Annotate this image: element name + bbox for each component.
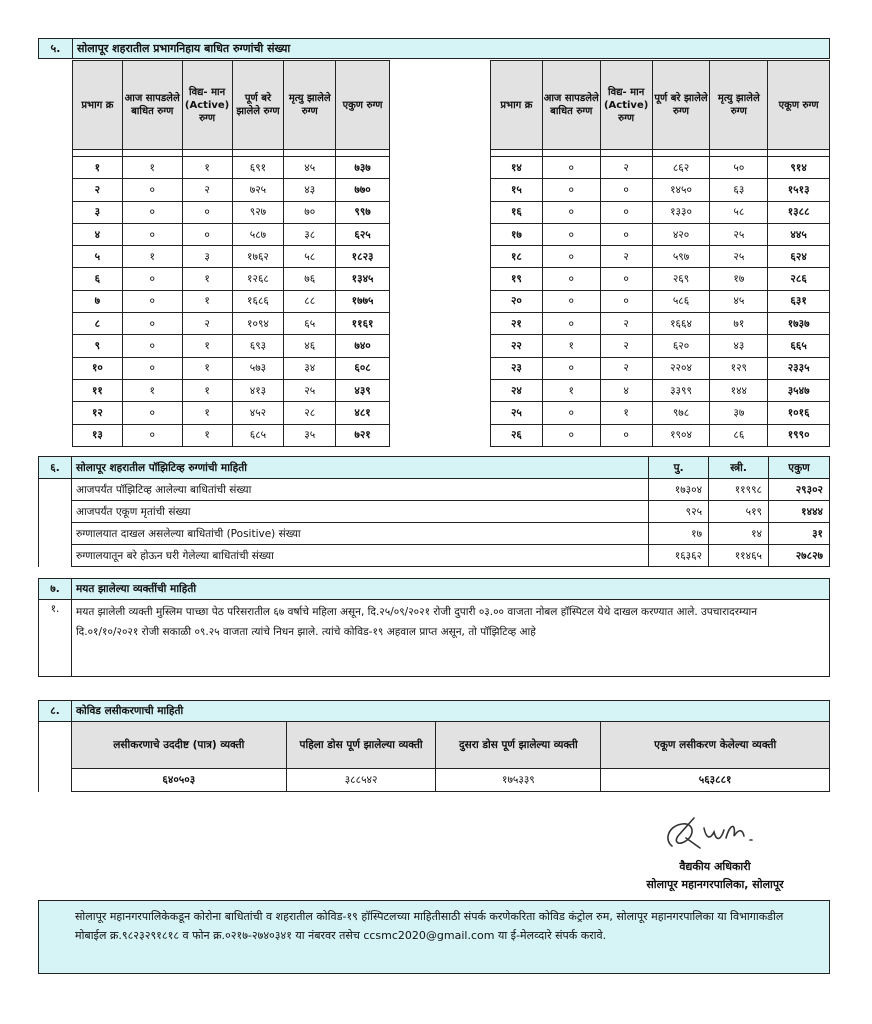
- ward-rows-right: [491, 157, 830, 447]
- total-count: १०१६: [768, 402, 830, 424]
- death-count: ३७: [710, 402, 768, 424]
- ward-row: [73, 268, 390, 290]
- ward-row: [491, 179, 830, 201]
- ward-number: २१: [491, 313, 543, 335]
- ward-row: [73, 179, 390, 201]
- value-dose2: १७५३३९: [436, 769, 601, 792]
- ward-row: [491, 201, 830, 223]
- total-count: २९३०२: [769, 479, 830, 501]
- recovered-count: ५८६: [652, 290, 710, 312]
- section-8-title: कोविड लसीकरणाची माहिती: [71, 701, 829, 722]
- ward-number: ११: [73, 379, 123, 401]
- total-count: १४४४: [769, 501, 830, 523]
- active-count: ०: [600, 179, 652, 201]
- header-total: एकुण: [769, 457, 830, 479]
- header-deaths: मृत्यु झालेले रुग्ण: [284, 61, 336, 150]
- header-today: आज सापडलेले बाधित रुग्ण: [542, 61, 600, 150]
- recovered-count: ६२०: [652, 335, 710, 357]
- total-count: १७३७: [768, 313, 830, 335]
- blank-cell: [39, 545, 72, 567]
- today-count: ०: [122, 402, 182, 424]
- ward-number: ९: [73, 335, 123, 357]
- positive-info-row: [39, 523, 830, 545]
- death-count: ५८: [284, 246, 336, 268]
- section-6-table: [38, 456, 830, 567]
- today-count: ०: [542, 313, 600, 335]
- ward-number: १५: [491, 179, 543, 201]
- male-count: १७३०४: [649, 479, 709, 501]
- today-count: ०: [122, 179, 182, 201]
- ward-number: ८: [73, 313, 123, 335]
- active-count: ०: [600, 201, 652, 223]
- header-dose1: पहिला डोस पूर्ण झालेल्या व्यक्ती: [286, 722, 436, 769]
- ward-row: [491, 223, 830, 245]
- ward-number: १८: [491, 246, 543, 268]
- today-count: ०: [122, 424, 182, 446]
- active-count: २: [600, 157, 652, 179]
- total-count: ४३९: [336, 379, 390, 401]
- ward-table-right: [490, 60, 830, 447]
- total-count: ७७०: [336, 179, 390, 201]
- recovered-count: ९७८: [652, 402, 710, 424]
- today-count: ०: [122, 223, 182, 245]
- ward-number: ४: [73, 223, 123, 245]
- total-count: १३८८: [768, 201, 830, 223]
- death-count: ४५: [284, 157, 336, 179]
- today-count: ०: [542, 179, 600, 201]
- today-count: १: [542, 335, 600, 357]
- total-count: ६०८: [336, 357, 390, 379]
- ward-row: [73, 201, 390, 223]
- total-count: १७७५: [336, 290, 390, 312]
- section-6-number: ६.: [39, 457, 72, 479]
- total-count: १९९०: [768, 424, 830, 446]
- ward-number: २: [73, 179, 123, 201]
- total-count: २३३५: [768, 357, 830, 379]
- recovered-count: ७२५: [232, 179, 284, 201]
- recovered-count: ४१३: [232, 379, 284, 401]
- header-male: पु.: [649, 457, 709, 479]
- death-count: ७६: [284, 268, 336, 290]
- death-count: ४३: [710, 335, 768, 357]
- female-count: ५१९: [709, 501, 769, 523]
- recovered-count: ५८७: [232, 223, 284, 245]
- male-count: १७: [649, 523, 709, 545]
- ward-number: २०: [491, 290, 543, 312]
- death-count: २८: [284, 402, 336, 424]
- death-count: ७१: [710, 313, 768, 335]
- male-count: १६३६२: [649, 545, 709, 567]
- recovered-count: १३३०: [652, 201, 710, 223]
- ward-row: [73, 402, 390, 424]
- ward-row: [491, 402, 830, 424]
- ward-number: १२: [73, 402, 123, 424]
- blank-cell: [39, 479, 72, 501]
- death-item-text: मयत झालेली व्यक्ती मुस्लिम पाच्छा पेठ परिसरातील ६७ वर्षाचे महिला असून, दि.२५/०९/२०२१ रोजी दुपारी ०३.०० वाजता नोबल हॉस्पिटल येथे दाखल करण्यात आले. उपचारादरम्यान दि.०१/१०/२०२१ रोजी सकाळी ०९.२५ वाजता त्यांचे निधन झाले. त्यांचे कोविड-१९ अहवाल प्राप्त असून, तो पॉझिटिव्ह आहे: [71, 600, 829, 677]
- ward-row: [491, 424, 830, 446]
- officer-title: वैद्यकीय अधिकारी: [679, 860, 751, 873]
- total-count: ३५४७: [768, 379, 830, 401]
- header-deaths: मृत्यु झालेले रुग्ण: [710, 61, 768, 150]
- death-count: ८८: [284, 290, 336, 312]
- row-label: आजपर्यंत एकूण मृतांची संख्या: [71, 501, 648, 523]
- today-count: ०: [122, 357, 182, 379]
- officer-block: [600, 858, 830, 894]
- recovered-count: ४५२: [232, 402, 284, 424]
- blank-cell: [39, 722, 72, 792]
- today-count: १: [122, 157, 182, 179]
- today-count: १: [542, 379, 600, 401]
- recovered-count: १२६८: [232, 268, 284, 290]
- ward-row: [73, 313, 390, 335]
- ward-row: [491, 357, 830, 379]
- ward-number: २४: [491, 379, 543, 401]
- today-count: १: [122, 246, 182, 268]
- recovered-count: २६९: [652, 268, 710, 290]
- ward-row: [73, 357, 390, 379]
- total-count: २७८२७: [769, 545, 830, 567]
- section-5-header: [38, 38, 830, 59]
- death-count: ६५: [284, 313, 336, 335]
- recovered-count: ५७३: [232, 357, 284, 379]
- positive-info-row: [39, 545, 830, 567]
- total-count: ४४५: [768, 223, 830, 245]
- total-count: ६६५: [768, 335, 830, 357]
- total-count: ३१: [769, 523, 830, 545]
- total-count: ७४०: [336, 335, 390, 357]
- section-8-table: [38, 700, 830, 792]
- ward-row: [73, 223, 390, 245]
- ward-number: १: [73, 157, 123, 179]
- death-count: ४५: [710, 290, 768, 312]
- ward-row: [491, 313, 830, 335]
- death-count: ६३: [710, 179, 768, 201]
- positive-info-row: [39, 479, 830, 501]
- header-active: विद्य- मान (Active) रुग्ण: [600, 61, 652, 150]
- total-count: २८६: [768, 268, 830, 290]
- section-7-title: मयत झालेल्या व्यक्तींची माहिती: [71, 579, 829, 600]
- ward-number: १०: [73, 357, 123, 379]
- total-count: १३४५: [336, 268, 390, 290]
- recovered-count: ६९१: [232, 157, 284, 179]
- ward-row: [491, 335, 830, 357]
- today-count: ०: [122, 268, 182, 290]
- value-dose1: ३८८५४२: [286, 769, 436, 792]
- total-count: ६३१: [768, 290, 830, 312]
- death-count: ८६: [710, 424, 768, 446]
- today-count: ०: [542, 268, 600, 290]
- today-count: ०: [542, 402, 600, 424]
- ward-row: [491, 157, 830, 179]
- ward-row: [73, 290, 390, 312]
- death-item-number: १.: [39, 600, 72, 677]
- active-count: १: [600, 402, 652, 424]
- death-count: १७: [710, 268, 768, 290]
- ward-number: १६: [491, 201, 543, 223]
- death-count: ५०: [710, 157, 768, 179]
- row-label: आजपर्यंत पॉझिटिव्ह आलेल्या बाधितांची संख्या: [71, 479, 648, 501]
- section-5-number: ५.: [39, 39, 73, 59]
- today-count: १: [122, 379, 182, 401]
- total-count: १५१३: [768, 179, 830, 201]
- active-count: १: [182, 402, 232, 424]
- ward-number: २५: [491, 402, 543, 424]
- ward-table-left: [72, 60, 390, 447]
- today-count: ०: [542, 246, 600, 268]
- active-count: २: [182, 179, 232, 201]
- today-count: ०: [542, 223, 600, 245]
- female-count: १४: [709, 523, 769, 545]
- recovered-count: ९२७: [232, 201, 284, 223]
- active-count: ४: [600, 379, 652, 401]
- recovered-count: १७६२: [232, 246, 284, 268]
- death-count: ३५: [284, 424, 336, 446]
- ward-rows-left: [73, 157, 390, 447]
- contact-footer: [38, 900, 830, 974]
- ward-row: [73, 379, 390, 401]
- row-label: रुग्णालयातून बरे होऊन घरी गेलेल्या बाधितांची संख्या: [71, 545, 648, 567]
- section-8-number: ८.: [39, 701, 72, 722]
- ward-row: [491, 379, 830, 401]
- officer-org: सोलापूर महानगरपालिका, सोलापूर: [646, 878, 784, 891]
- ward-number: ७: [73, 290, 123, 312]
- recovered-count: १०९४: [232, 313, 284, 335]
- death-count: ३४: [284, 357, 336, 379]
- header-total: एकूण रुग्ण: [768, 61, 830, 150]
- value-total-vaccinated: ५६३८८१: [601, 769, 830, 792]
- recovered-count: १६६४: [652, 313, 710, 335]
- header-today: आज सापडलेले बाधित रुग्ण: [122, 61, 182, 150]
- recovered-count: १४५०: [652, 179, 710, 201]
- active-count: २: [600, 313, 652, 335]
- blank-cell: [39, 523, 72, 545]
- female-count: ११४६५: [709, 545, 769, 567]
- today-count: ०: [542, 201, 600, 223]
- active-count: ०: [600, 424, 652, 446]
- ward-number: २६: [491, 424, 543, 446]
- total-count: ११६१: [336, 313, 390, 335]
- active-count: २: [600, 246, 652, 268]
- active-count: १: [182, 379, 232, 401]
- header-ward: प्रभाग क्र: [73, 61, 123, 150]
- recovered-count: १९०४: [652, 424, 710, 446]
- section-5-title: सोलापूर शहरातील प्रभागनिहाय बाधित रुग्णांची संख्या: [73, 39, 830, 59]
- ward-row: [73, 424, 390, 446]
- active-count: १: [182, 157, 232, 179]
- header-active: विद्य- मान (Active) रुग्ण: [182, 61, 232, 150]
- ward-number: १९: [491, 268, 543, 290]
- total-count: ७३७: [336, 157, 390, 179]
- recovered-count: ६८५: [232, 424, 284, 446]
- death-count: २५: [710, 246, 768, 268]
- header-target: लसीकरणाचे उददीष्ट (पात्र) व्यक्ती: [71, 722, 286, 769]
- ward-number: २२: [491, 335, 543, 357]
- today-count: ०: [122, 201, 182, 223]
- today-count: ०: [122, 290, 182, 312]
- total-count: १८२३: [336, 246, 390, 268]
- section-6-title: सोलापूर शहरातील पॉझिटिव्ह रुग्णांची माहिती: [71, 457, 648, 479]
- total-count: ६२४: [768, 246, 830, 268]
- active-count: १: [182, 268, 232, 290]
- recovered-count: १६८६: [232, 290, 284, 312]
- active-count: ३: [182, 246, 232, 268]
- recovered-count: ४२०: [652, 223, 710, 245]
- active-count: ०: [600, 268, 652, 290]
- death-count: ४६: [284, 335, 336, 357]
- death-count: ३८: [284, 223, 336, 245]
- active-count: २: [600, 357, 652, 379]
- ward-row: [73, 246, 390, 268]
- ward-number: १३: [73, 424, 123, 446]
- death-count: ५८: [710, 201, 768, 223]
- death-count: २५: [284, 379, 336, 401]
- header-dose2: दुसरा डोस पूर्ण झालेल्या व्यक्ती: [436, 722, 601, 769]
- header-total: एकुण रुग्ण: [336, 61, 390, 150]
- section-7-number: ७.: [39, 579, 72, 600]
- ward-number: ६: [73, 268, 123, 290]
- recovered-count: ३३९९: [652, 379, 710, 401]
- death-count: ७०: [284, 201, 336, 223]
- today-count: ०: [542, 157, 600, 179]
- death-count: १४४: [710, 379, 768, 401]
- header-ward: प्रभाग क्र: [491, 61, 543, 150]
- ward-row: [491, 268, 830, 290]
- male-count: ९२५: [649, 501, 709, 523]
- positive-info-row: [39, 501, 830, 523]
- active-count: ०: [600, 290, 652, 312]
- header-female: स्त्री.: [709, 457, 769, 479]
- ward-number: १४: [491, 157, 543, 179]
- signature: [660, 812, 770, 858]
- contact-text: सोलापूर महानगरपालिकेकडून कोरोना बाधितांची व शहरातील कोविड-१९ हॉस्पिटलच्या माहितीसाठी संपर्क करणेकरिता कोविड कंट्रोल रुम, सोलापूर महानगरपालिका या विभागाकडील मोबाईल क्र.९८२३२९१८१८ व फोन क्र.०२१७-२७४०३४१ या नंबरवर तसेच ccsmc2020@gmail.com या ई-मेलव्दारे संपर्क करावे.: [75, 910, 784, 942]
- ward-row: [491, 246, 830, 268]
- death-count: ४३: [284, 179, 336, 201]
- death-count: २५: [710, 223, 768, 245]
- active-count: १: [182, 290, 232, 312]
- section-7-table: [38, 578, 830, 677]
- total-count: ९९७: [336, 201, 390, 223]
- ward-number: ३: [73, 201, 123, 223]
- ward-row: [491, 290, 830, 312]
- total-count: ६२५: [336, 223, 390, 245]
- total-count: ४८१: [336, 402, 390, 424]
- blank-cell: [39, 501, 72, 523]
- today-count: ०: [542, 290, 600, 312]
- row-label: रुग्णालयात दाखल असलेल्या बाधितांची (Positive) संख्या: [71, 523, 648, 545]
- total-count: ७२१: [336, 424, 390, 446]
- recovered-count: ५९७: [652, 246, 710, 268]
- header-total-vaccinated: एकूण लसीकरण केलेल्या व्यक्ती: [601, 722, 830, 769]
- active-count: ०: [182, 223, 232, 245]
- ward-number: १७: [491, 223, 543, 245]
- active-count: १: [182, 357, 232, 379]
- total-count: ९१४: [768, 157, 830, 179]
- active-count: २: [182, 313, 232, 335]
- ward-row: [73, 157, 390, 179]
- active-count: ०: [182, 201, 232, 223]
- female-count: ११९९८: [709, 479, 769, 501]
- today-count: ०: [122, 335, 182, 357]
- death-count: १२९: [710, 357, 768, 379]
- header-recovered: पूर्ण बरे झालेले रुग्ण: [232, 61, 284, 150]
- value-target: ६४०५०३: [71, 769, 286, 792]
- recovered-count: २२०४: [652, 357, 710, 379]
- section-6-rows: [39, 479, 830, 567]
- ward-row: [73, 335, 390, 357]
- recovered-count: ६९३: [232, 335, 284, 357]
- ward-number: २३: [491, 357, 543, 379]
- ward-number: ५: [73, 246, 123, 268]
- recovered-count: ८६२: [652, 157, 710, 179]
- today-count: ०: [542, 424, 600, 446]
- header-recovered: पूर्ण बरे झालेले रुग्ण: [652, 61, 710, 150]
- active-count: २: [600, 335, 652, 357]
- today-count: ०: [542, 357, 600, 379]
- active-count: १: [182, 424, 232, 446]
- active-count: १: [182, 335, 232, 357]
- today-count: ०: [122, 313, 182, 335]
- active-count: ०: [600, 223, 652, 245]
